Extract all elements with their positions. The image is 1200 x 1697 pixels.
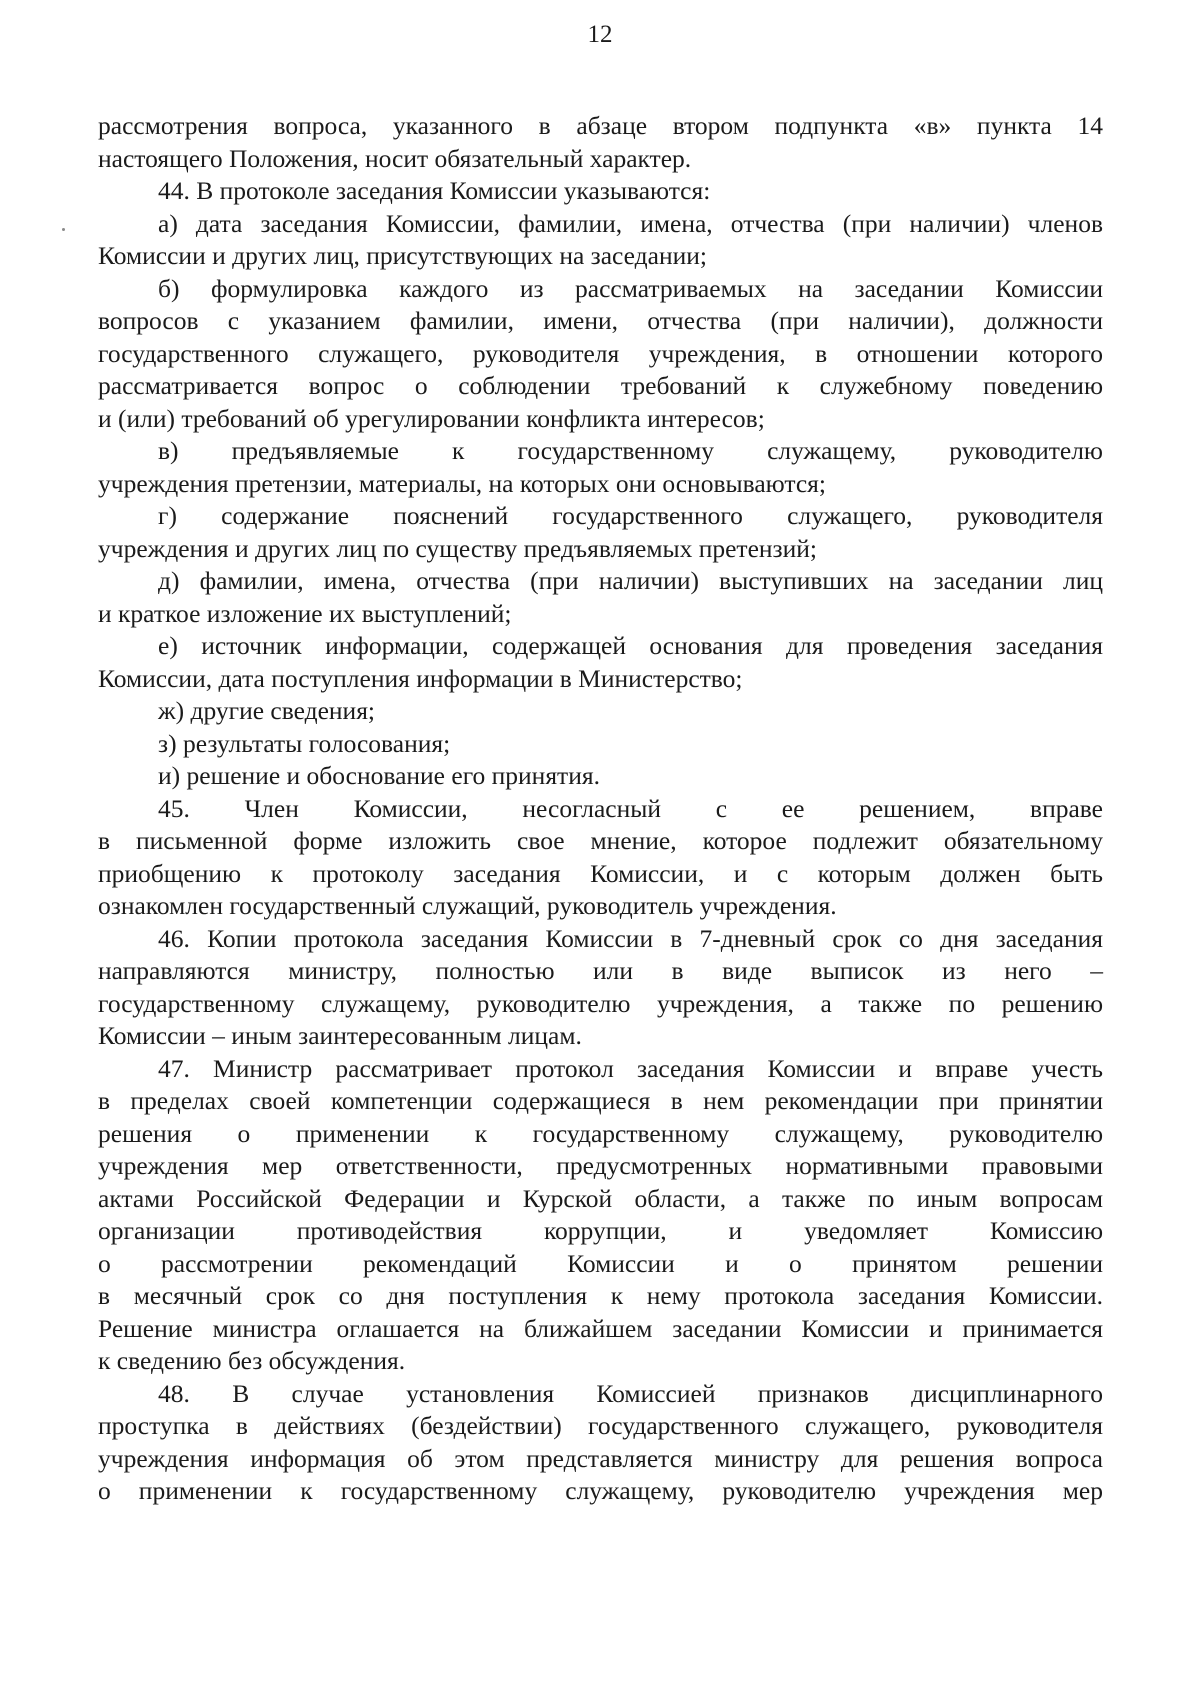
text-line: о применении к государственному служащему, руководителю учреждения мер <box>98 1476 1103 1505</box>
paragraph-48-start: 48. В случае установления Комиссией признаков дисциплинарного <box>158 1378 1103 1408</box>
text-line: учреждения претензии, материалы, на которых они основываются; <box>98 468 826 498</box>
text-line: ж) другие сведения; <box>158 696 376 725</box>
text-line: рассмотрения вопроса, указанного в абзаце втором подпункта «в» пункта 14 <box>98 111 1103 140</box>
text-line: организации противодействия коррупции, и уведомляет Комиссию <box>98 1216 1103 1245</box>
text-line: рассматривается вопрос о соблюдении требований к служебному поведению <box>98 371 1103 400</box>
text-line: учреждения и других лиц по существу предъявляемых претензий; <box>98 533 817 563</box>
text-line: направляются министру, полностью или в виде выписок из него – <box>98 956 1103 985</box>
text-line: г) содержание пояснений государственного служащего, руководителя <box>158 501 1103 530</box>
text-line: в письменной форме изложить свое мнение, которое подлежит обязательному <box>98 826 1103 855</box>
text-line: настоящего Положения, носит обязательный характер. <box>98 143 692 173</box>
text-line: и краткое изложение их выступлений; <box>98 598 512 628</box>
text-line: б) формулировка каждого из рассматриваемых на заседании Комиссии <box>158 273 1103 303</box>
paragraph-45-start: 45. Член Комиссии, несогласный с ее решением, вправе <box>158 793 1103 823</box>
text-line: учреждения мер ответственности, предусмотренных нормативными правовыми <box>98 1151 1103 1180</box>
text-line: д) фамилии, имена, отчества (при наличии) выступивших на заседании лиц <box>158 566 1103 595</box>
text-line: и) решение и обоснование его принятия. <box>158 761 600 790</box>
text-line: учреждения информация об этом представляется министру для решения вопроса <box>98 1443 1103 1473</box>
text-line: е) источник информации, содержащей основания для проведения заседания <box>158 631 1103 660</box>
text-line: о рассмотрении рекомендаций Комиссии и о принятом решении <box>98 1248 1103 1278</box>
text-line: и (или) требований об урегулировании конфликта интересов; <box>98 403 765 433</box>
text-line: в) предъявляемые к государственному служащему, руководителю <box>158 436 1103 465</box>
text-line: Комиссии и других лиц, присутствующих на заседании; <box>98 241 707 270</box>
text-line: ознакомлен государственный служащий, руководитель учреждения. <box>98 891 837 920</box>
text-line: государственного служащего, руководителя учреждения, в отношении которого <box>98 338 1103 368</box>
text-line: з) результаты голосования; <box>158 728 451 758</box>
text-line: Комиссии – иным заинтересованным лицам. <box>98 1021 582 1050</box>
text-line: вопросов с указанием фамилии, имени, отчества (при наличии), должности <box>98 306 1103 335</box>
scan-speck <box>62 228 65 231</box>
paragraph-47-start: 47. Министр рассматривает протокол заседания Комиссии и вправе учесть <box>158 1053 1103 1083</box>
text-line: проступка в действиях (бездействии) государственного служащего, руководителя <box>98 1411 1103 1440</box>
text-line: приобщению к протоколу заседания Комиссии, и с которым должен быть <box>98 858 1103 888</box>
text-line: решения о применении к государственному служащему, руководителю <box>98 1118 1103 1148</box>
text-line: а) дата заседания Комиссии, фамилии, имена, отчества (при наличии) членов <box>158 208 1103 238</box>
text-line: актами Российской Федерации и Курской области, а также по иным вопросам <box>98 1183 1103 1213</box>
page-number: 12 <box>587 21 613 48</box>
text-line: государственному служащему, руководителю учреждения, а также по решению <box>98 988 1103 1018</box>
paragraph-44-heading: 44. В протоколе заседания Комиссии указываются: <box>158 176 711 205</box>
body-text <box>98 110 1103 1508</box>
paragraph-46-start: 46. Копии протокола заседания Комиссии в 7-дневный срок со дня заседания <box>158 923 1103 953</box>
text-line: в месячный срок со дня поступления к нему протокола заседания Комиссии. <box>98 1281 1103 1310</box>
text-line: к сведению без обсуждения. <box>98 1346 406 1375</box>
text-line: в пределах своей компетенции содержащиеся в нем рекомендации при принятии <box>98 1086 1103 1115</box>
text-line: Решение министра оглашается на ближайшем заседании Комиссии и принимается <box>98 1313 1103 1343</box>
text-line: Комиссии, дата поступления информации в Министерство; <box>98 663 743 693</box>
